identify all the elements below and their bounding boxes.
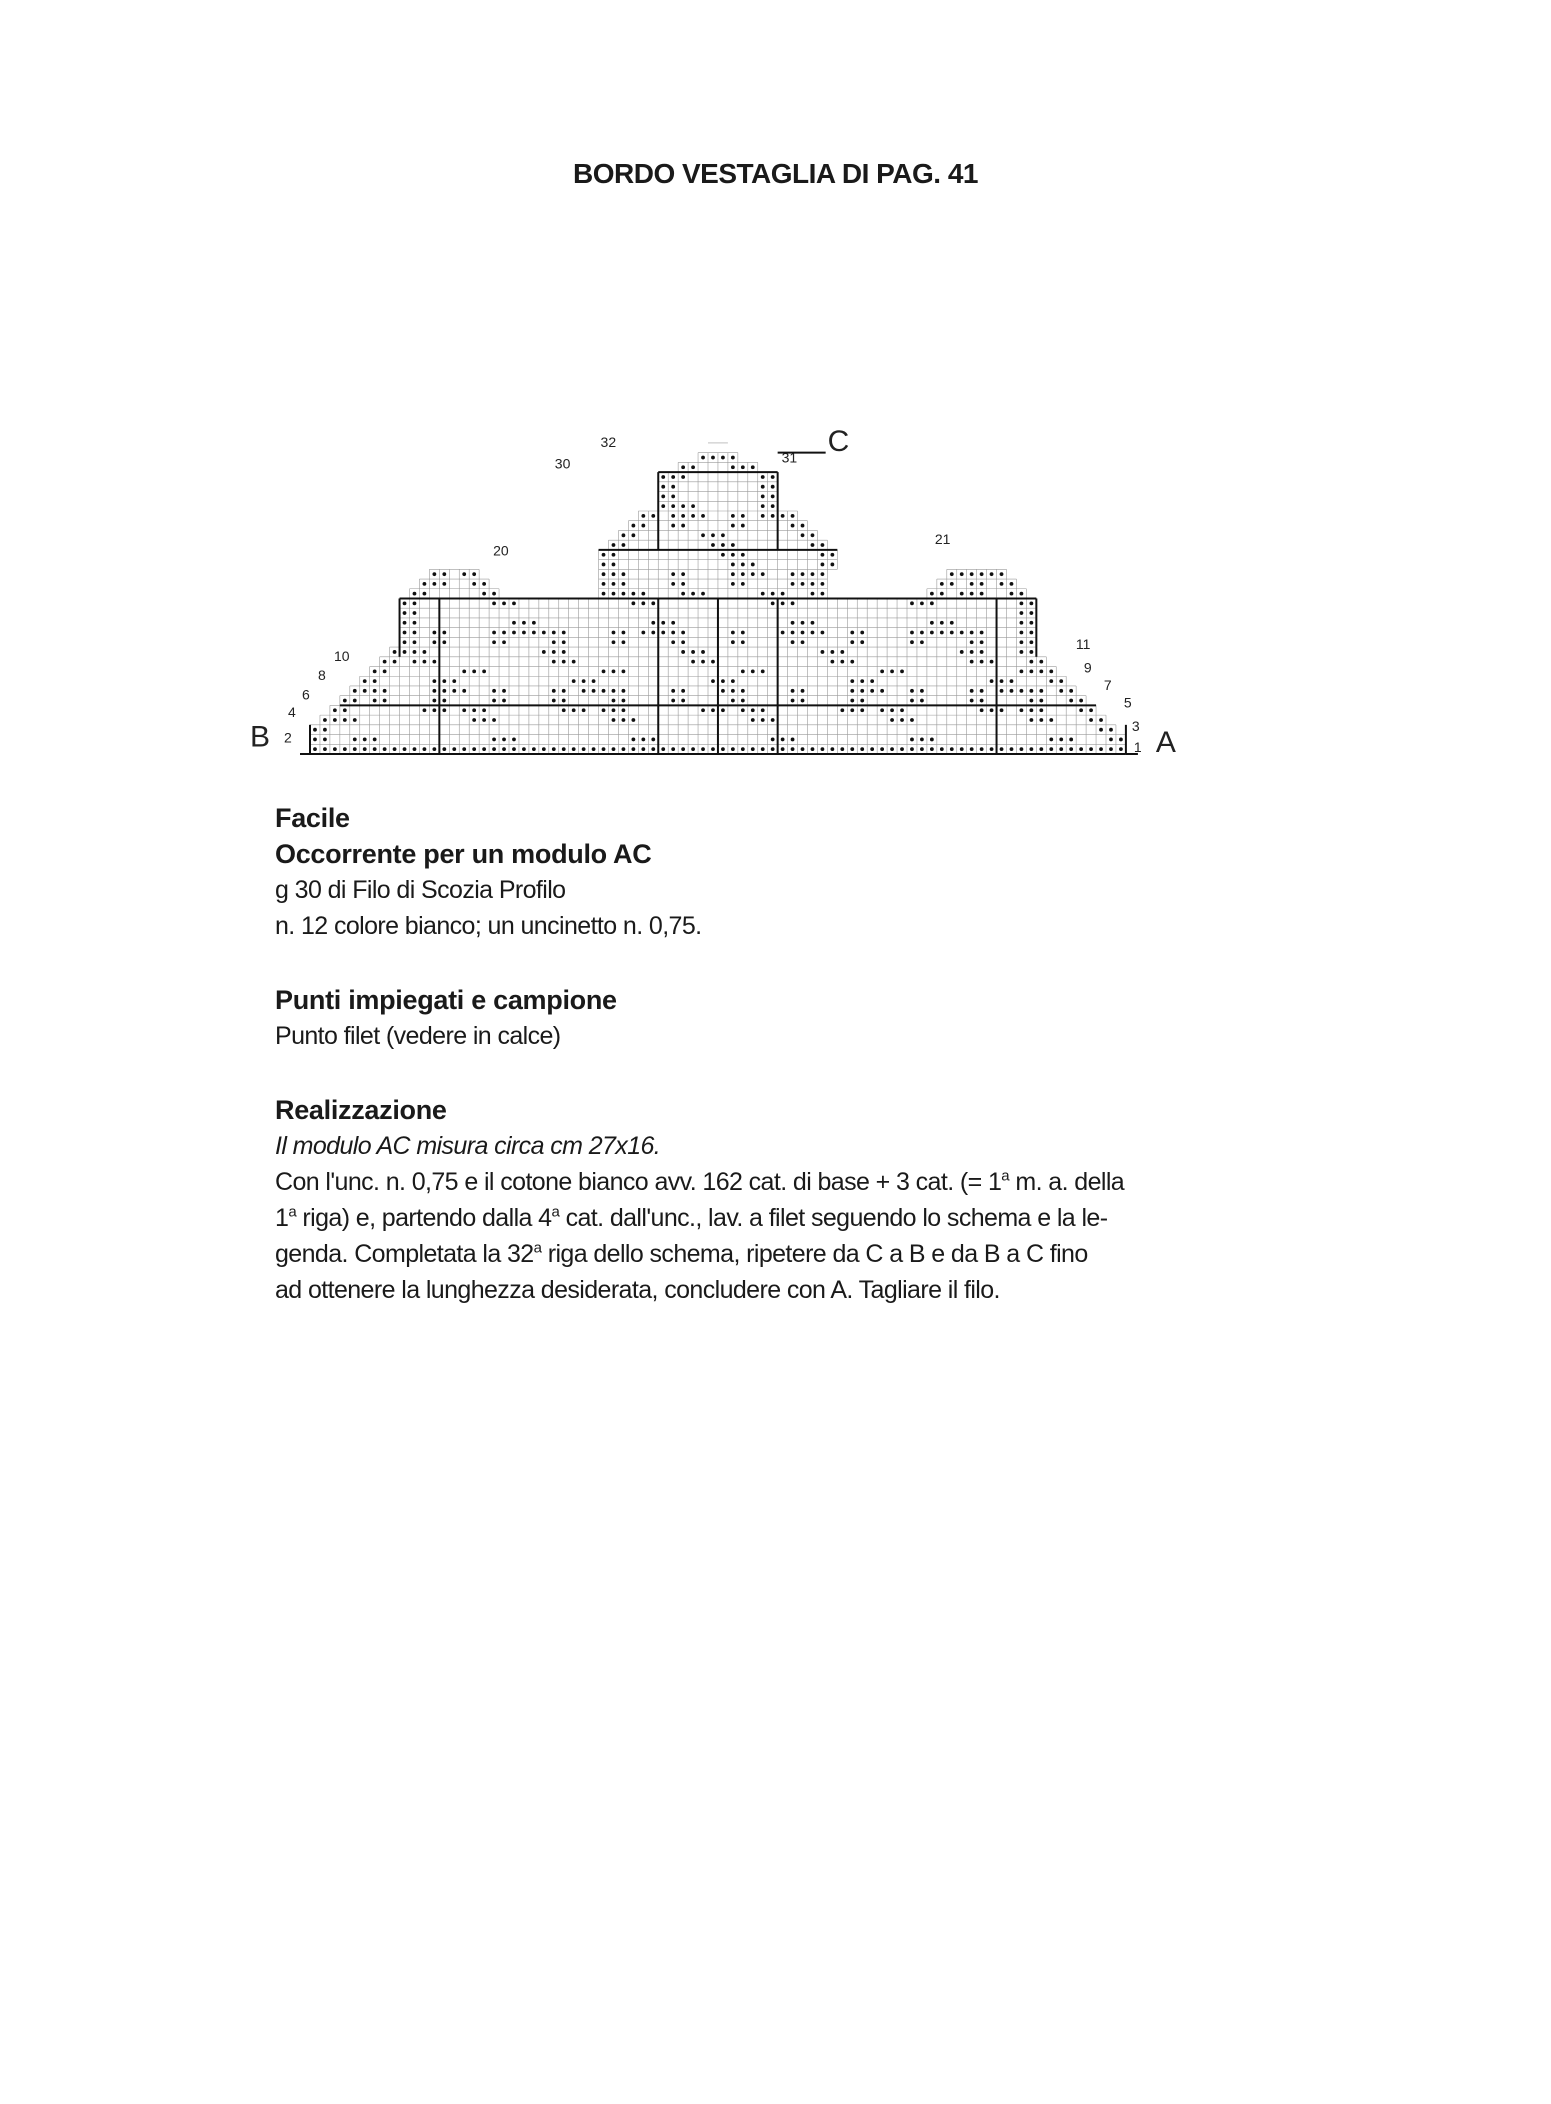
realization-heading: Realizzazione <box>275 1095 447 1125</box>
realization-line-2: 1$^a$ riga) e, partendo dalla 4$^a$ cat. dall'unc., lav. a filet seguendo lo schema e la le- <box>275 1203 1108 1232</box>
stitches-heading: Punti impiegati e campione <box>275 985 617 1015</box>
point-label-b: B <box>250 720 271 754</box>
filet-chart <box>240 236 1320 776</box>
filet-chart-svg <box>240 236 1320 776</box>
realization-measure: Il modulo AC misura circa cm 27x16. <box>275 1132 661 1160</box>
row-number-32: 32 <box>600 433 617 450</box>
row-number-11: 11 <box>1075 636 1091 653</box>
row-number-30: 30 <box>554 455 571 472</box>
difficulty-label: Facile <box>275 803 350 833</box>
row-number-20: 20 <box>493 542 509 559</box>
row-number-2: 2 <box>284 729 292 746</box>
realization-line-1: Con l'unc. n. 0,75 e il cotone bianco avv. 162 cat. di base + 3 cat. (= $1^a$ m. a. della <box>275 1167 1125 1196</box>
row-number-7: 7 <box>1103 676 1112 693</box>
stitches-section <box>275 982 1295 1054</box>
row-number-6: 6 <box>302 686 310 703</box>
stitches-text: Punto filet (vedere in calce) <box>275 1022 561 1050</box>
materials-line-2: n. 12 colore bianco; un uncinetto n. 0,75. <box>275 912 702 940</box>
realization-line-3: genda. Completata la 32$^a$ riga dello schema, ripetere da C a B e da B a C fino <box>275 1239 1088 1268</box>
point-label-a: A <box>1155 726 1176 759</box>
row-number-10: 10 <box>334 647 350 664</box>
row-number-4: 4 <box>288 704 296 721</box>
materials-section <box>275 800 1295 944</box>
point-label-c: C <box>827 424 850 458</box>
materials-heading: Occorrente per un modulo AC <box>275 839 652 869</box>
row-number-1: 1 <box>1133 739 1142 755</box>
realization-section <box>275 1092 1295 1308</box>
materials-line-1: g 30 di Filo di Scozia Profilo <box>275 876 566 904</box>
row-number-8: 8 <box>318 667 326 684</box>
row-number-9: 9 <box>1083 659 1092 676</box>
row-number-5: 5 <box>1123 694 1132 711</box>
realization-line-4: ad ottenere la lunghezza desiderata, concludere con A. Tagliare il filo. <box>275 1276 1000 1304</box>
row-number-31: 31 <box>781 449 798 466</box>
row-number-21: 21 <box>934 530 951 547</box>
row-number-3: 3 <box>1131 717 1140 734</box>
page-title: BORDO VESTAGLIA DI PAG. 41 <box>573 158 978 189</box>
